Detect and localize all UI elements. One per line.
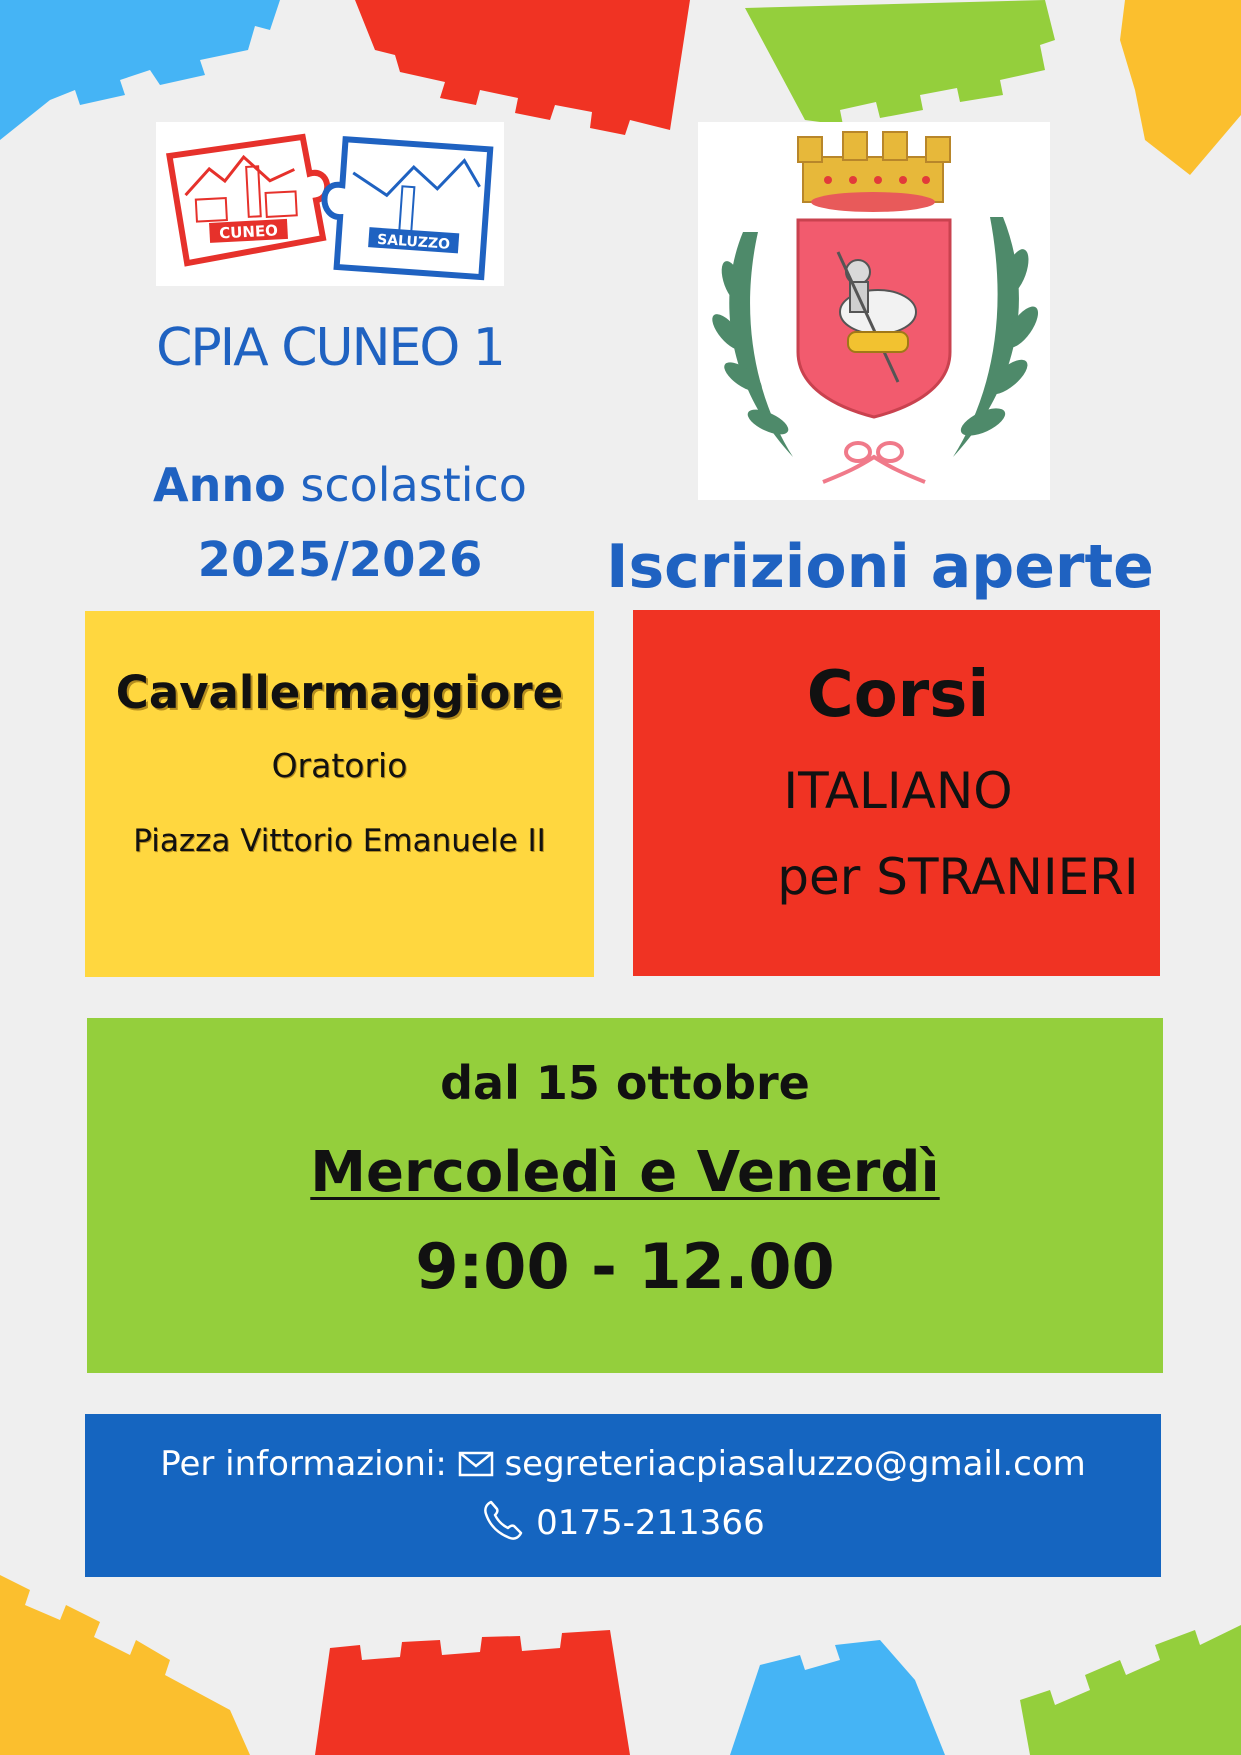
course-title: Corsi [806,658,990,732]
shield-icon [798,220,950,417]
block-top-left-blue [0,0,280,140]
location-address: Piazza Vittorio Emanuele II [133,823,546,859]
school-year-label [90,458,590,512]
oak-right-icon [953,217,1044,457]
organization-title: CPIA CUNEO 1 [156,318,504,378]
block-bottom-blue [730,1640,945,1755]
crown-icon [798,132,950,212]
cpia-logo [156,122,504,286]
schedule-hours: 9:00 - 12.00 [415,1230,835,1303]
block-top-right-orange [1120,0,1241,175]
school-year-label-rest: scolastico [300,458,527,512]
contact-phone-link[interactable]: 0175-211366 [536,1503,765,1543]
location-panel [85,611,594,977]
cpia-logo-graphic [156,122,504,286]
schedule-days-text: Mercoledì e Venerdì [310,1140,940,1205]
block-bottom-left-orange [0,1575,250,1755]
logo-saluzzo-text: SALUZZO [376,231,451,253]
logo-cuneo-text: CUNEO [218,221,279,243]
location-town: Cavallermaggiore [115,666,564,719]
schedule-start-date: dal 15 ottobre [440,1056,810,1110]
contact-label: Per informazioni: [160,1444,447,1484]
course-panel [633,610,1160,976]
ribbon-icon [823,443,925,482]
envelope-icon [458,1446,494,1486]
contact-email-link[interactable]: segreteriacpiasaluzzo@gmail.com [504,1444,1086,1484]
block-bottom-right-green [1020,1625,1241,1755]
school-year-value: 2025/2026 [197,532,483,588]
contact-phone-line [85,1498,1161,1551]
block-top-green [745,0,1055,125]
town-crest [698,122,1050,500]
schedule-days [87,1140,1163,1205]
course-text-group [688,610,1139,976]
block-bottom-red [315,1630,630,1755]
course-name-line1: ITALIANO [783,762,1013,820]
location-place: Oratorio [271,746,408,785]
contact-email-line [85,1444,1161,1486]
laurel-left-icon [707,232,793,457]
enrollment-open-heading: Iscrizioni aperte [606,532,1154,602]
school-year-label-bold: Anno [153,458,286,512]
block-top-red [355,0,690,135]
crest-graphic [698,122,1050,500]
contact-panel [85,1414,1161,1577]
phone-icon [481,1498,525,1551]
course-name-line2: per STRANIERI [777,848,1139,906]
schedule-panel [87,1018,1163,1373]
